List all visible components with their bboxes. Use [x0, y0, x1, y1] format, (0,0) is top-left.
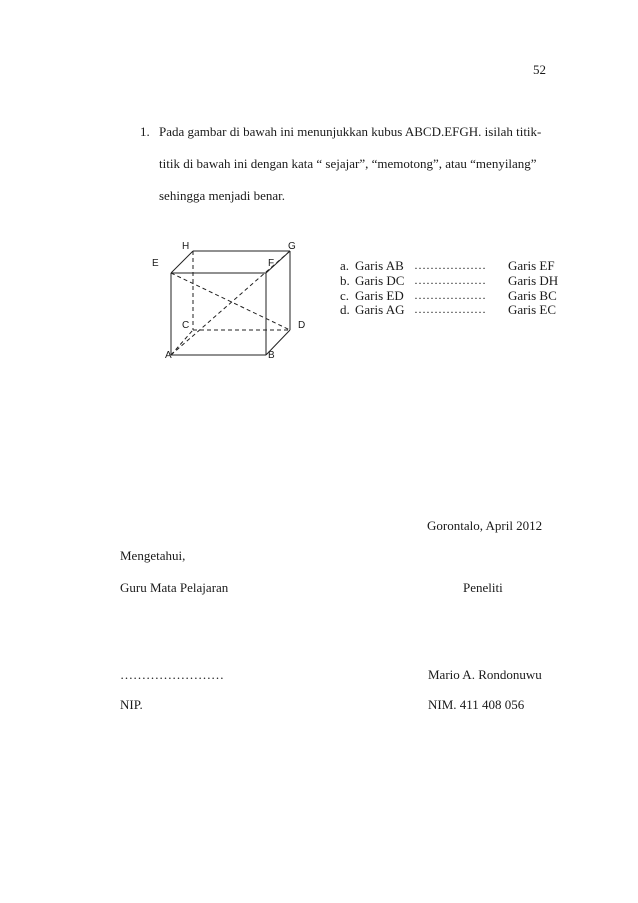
- left-signer-id: NIP.: [120, 697, 143, 712]
- question-line-3: sehingga menjadi benar.: [159, 188, 285, 203]
- question-line-1: Pada gambar di bawah ini menunjukkan kubus ABCD.EFGH. isilah titik-: [159, 124, 542, 139]
- cube-label-f: F: [268, 258, 275, 269]
- option-blank: ………………: [414, 288, 486, 302]
- option-blank: ………………: [414, 258, 486, 272]
- cube-label-b: B: [268, 350, 275, 361]
- option-letter: b.: [340, 273, 350, 288]
- option-blank: ………………: [414, 302, 486, 316]
- cube-label-a: A: [165, 350, 172, 361]
- cube-label-e: E: [152, 258, 159, 269]
- option-right: Garis EC: [508, 302, 557, 317]
- right-signer-name: Mario A. Rondonuwu: [428, 667, 542, 682]
- option-left: Garis AB: [355, 258, 404, 273]
- left-signer-role: Guru Mata Pelajaran: [120, 580, 229, 595]
- question-line-2: titik di bawah ini dengan kata “ sejajar”, “memotong”, atau “menyilang”: [159, 156, 537, 171]
- cube-label-d: D: [298, 320, 306, 331]
- page-number: 52: [533, 62, 546, 77]
- option-right: Garis BC: [508, 288, 557, 303]
- option-right: Garis EF: [508, 258, 555, 273]
- option-letter: d.: [340, 302, 350, 317]
- question-number: 1.: [140, 124, 150, 139]
- left-signer-name-blank: ……………………: [120, 667, 224, 682]
- option-right: Garis DH: [508, 273, 559, 288]
- option-left: Garis AG: [355, 302, 405, 317]
- edge-eh: [171, 251, 193, 273]
- cube-label-h: H: [182, 241, 190, 252]
- option-letter: c.: [340, 288, 350, 303]
- option-blank: ………………: [414, 273, 486, 287]
- option-left: Garis ED: [355, 288, 404, 303]
- cube-label-c: C: [182, 320, 190, 331]
- right-signer-role: Peneliti: [463, 580, 503, 595]
- cube-diagram: [150, 235, 330, 370]
- edge-ac-hidden: [171, 330, 193, 355]
- place-date: Gorontalo, April 2012: [427, 518, 543, 533]
- cube-label-g: G: [288, 241, 296, 252]
- mengetahui-label: Mengetahui,: [120, 548, 186, 563]
- option-left: Garis DC: [355, 273, 405, 288]
- right-signer-id: NIM. 411 408 056: [428, 697, 525, 712]
- option-letter: a.: [340, 258, 350, 273]
